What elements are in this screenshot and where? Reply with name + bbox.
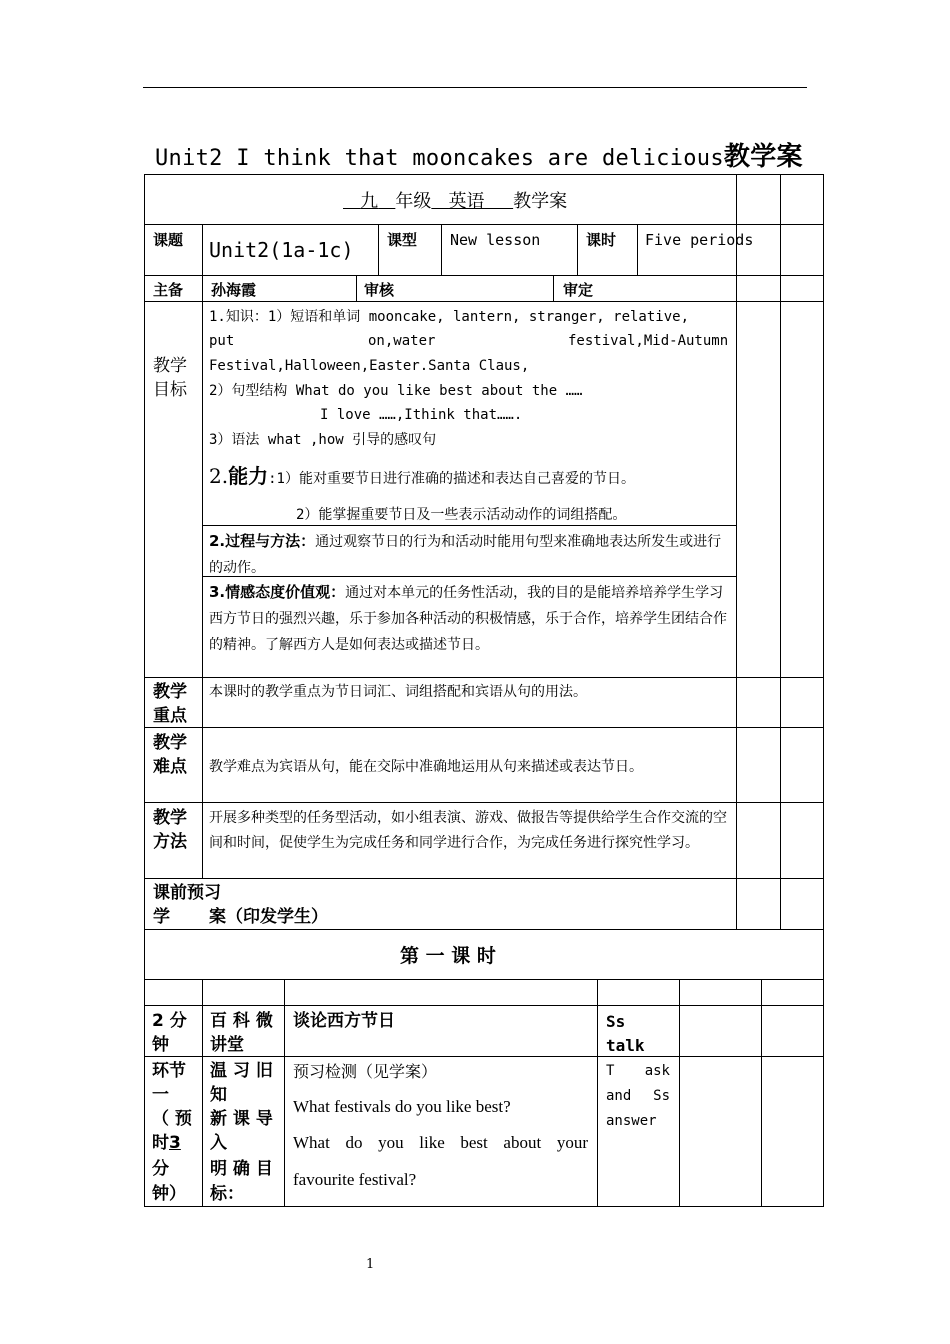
lesson-heading: 第 一 课 时 <box>400 945 496 967</box>
objectives-label-1: 教学 <box>153 356 187 376</box>
knowledge-line-4: 2）句型结构 What do you like best about the …… <box>209 383 583 399</box>
row2-content-1: 预习检测（见学案） <box>293 1062 438 1081</box>
row2-segment-1: 温 习 旧 <box>210 1061 273 1081</box>
row1-segment-2: 讲堂 <box>210 1035 244 1055</box>
knowledge-line-2b: on,water <box>368 333 436 349</box>
row2-time-1: 环节 <box>152 1061 186 1081</box>
table-header <box>343 189 567 214</box>
difficulties-label-1: 教学 <box>153 733 187 753</box>
row2-content-4: favourite festival? <box>293 1170 417 1189</box>
knowledge-line-2a: put <box>209 333 235 349</box>
grade-value: 九 <box>360 191 379 212</box>
review-label: 审核 <box>364 281 395 299</box>
lead-label: 主备 <box>153 281 184 299</box>
row2-content-2: What festivals do you like best? <box>293 1097 511 1116</box>
knowledge-line-2c: festival,Mid-Autumn <box>568 333 729 349</box>
process-method <box>209 529 730 581</box>
row1-segment-1: 百 科 微 <box>210 1011 273 1031</box>
preview-label-2b: 案（印发学生） <box>209 907 328 927</box>
title-chinese: 教学案 <box>723 142 803 172</box>
period-label: 课时 <box>586 231 617 249</box>
row2-segment-3: 新 课 导 <box>210 1109 273 1129</box>
approve-label: 审定 <box>563 281 594 299</box>
lead-value: 孙海霞 <box>211 281 257 299</box>
row2-time-6: 钟） <box>152 1184 186 1204</box>
row2-time-4 <box>152 1131 181 1156</box>
knowledge-line-5: I love ……,Ithink that……. <box>320 407 523 423</box>
ability-heading: 能力 <box>228 464 269 488</box>
emotion-heading: 3.情感态度价值观： <box>209 583 346 601</box>
row1-time-2: 钟 <box>152 1035 169 1055</box>
row2-segment-4: 入 <box>210 1133 227 1153</box>
row2-time-5: 分 <box>152 1159 169 1179</box>
row2-content-3: What do you like best about your <box>293 1133 588 1152</box>
objectives-label-2: 目标 <box>153 380 187 400</box>
header-rule <box>143 87 807 88</box>
ability-text: :1）能对重要节日进行准确的描述和表达自己喜爱的节日。 <box>268 471 635 487</box>
difficulties-text: 教学难点为宾语从句，能在交际中准确地运用从句来描述或表达节日。 <box>209 759 643 775</box>
row2-segment-5: 明 确 目 <box>210 1159 273 1179</box>
difficulties-label-2: 难点 <box>153 757 187 777</box>
row2-mode-1: T ask <box>606 1063 670 1079</box>
preview-label-1: 课前预习 <box>153 883 221 903</box>
ability-line-2: 2）能掌握重要节日及一些表示活动动作的词组搭配。 <box>296 507 627 523</box>
topic-label: 课题 <box>153 231 184 249</box>
title-english: Unit2 I think that mooncakes are delicious <box>155 146 724 171</box>
row2-segment-6: 标： <box>210 1184 244 1204</box>
preview-label-2a: 学 <box>153 907 170 927</box>
document-title <box>155 136 803 173</box>
keypoints-text: 本课时的教学重点为节日词汇、词组搭配和宾语从句的用法。 <box>209 684 587 700</box>
knowledge-line-1: 1.知识：1）短语和单词 mooncake, lantern, stranger, relative, <box>209 309 690 325</box>
period-value: Five periods <box>645 231 754 249</box>
knowledge-line-3: Festival,Halloween,Easter.Santa Claus, <box>209 358 530 374</box>
row2-mode-3: answer <box>606 1113 657 1129</box>
methods-text: 开展多种类型的任务型活动，如小组表演、游戏、做报告等提供给学生合作交流的空间和时间，促使学生为完成任务和同学进行合作，为完成任务进行探究性学习。 <box>209 810 727 851</box>
ability-line-1 <box>209 464 635 492</box>
subject-value: 英语 <box>448 191 485 212</box>
row1-mode-2: talk <box>606 1036 645 1055</box>
row2-time-4a: 时 <box>152 1133 169 1153</box>
keypoints-label-1: 教学 <box>153 682 187 702</box>
row1-time-1: 2 分 <box>152 1011 187 1031</box>
ability-number: 2. <box>209 464 229 488</box>
type-label: 课型 <box>387 231 418 249</box>
doc-type: 教学案 <box>513 191 568 212</box>
emotion-text: 通过对本单元的任务性活动，我的目的是能培养培养学生学习西方节日的强烈兴趣，乐于参加各种活动的积极情感，乐于合作，培养学生团结合作的精神。了解西方人是如何表达或描述节日。 <box>209 585 727 653</box>
type-value: New lesson <box>450 231 541 249</box>
row1-mode-1: Ss <box>606 1012 626 1031</box>
row2-time-4b: 3 <box>169 1133 181 1153</box>
knowledge-line-6: 3）语法 what ,how 引导的感叹句 <box>209 432 437 448</box>
grade-suffix: 年级 <box>395 191 432 212</box>
row2-time-2: 一 <box>152 1085 169 1105</box>
emotion-attitude <box>209 580 730 658</box>
process-heading: 2.过程与方法： <box>209 532 316 550</box>
process-text: 通过观察节日的行为和活动时能用句型来准确地表达所发生或进行的动作。 <box>209 534 722 576</box>
row1-content: 谈论西方节日 <box>293 1011 395 1031</box>
topic-value: Unit2(1a-1c) <box>209 238 354 262</box>
keypoints-label-2: 重点 <box>153 706 187 726</box>
row2-time-3: （ 预 <box>152 1109 192 1129</box>
methods-label-2: 方法 <box>153 832 187 852</box>
methods-label-1: 教学 <box>153 808 187 828</box>
page-number: 1 <box>366 1257 375 1272</box>
row2-mode-2: and Ss <box>606 1088 670 1104</box>
row2-segment-2: 知 <box>210 1085 227 1105</box>
